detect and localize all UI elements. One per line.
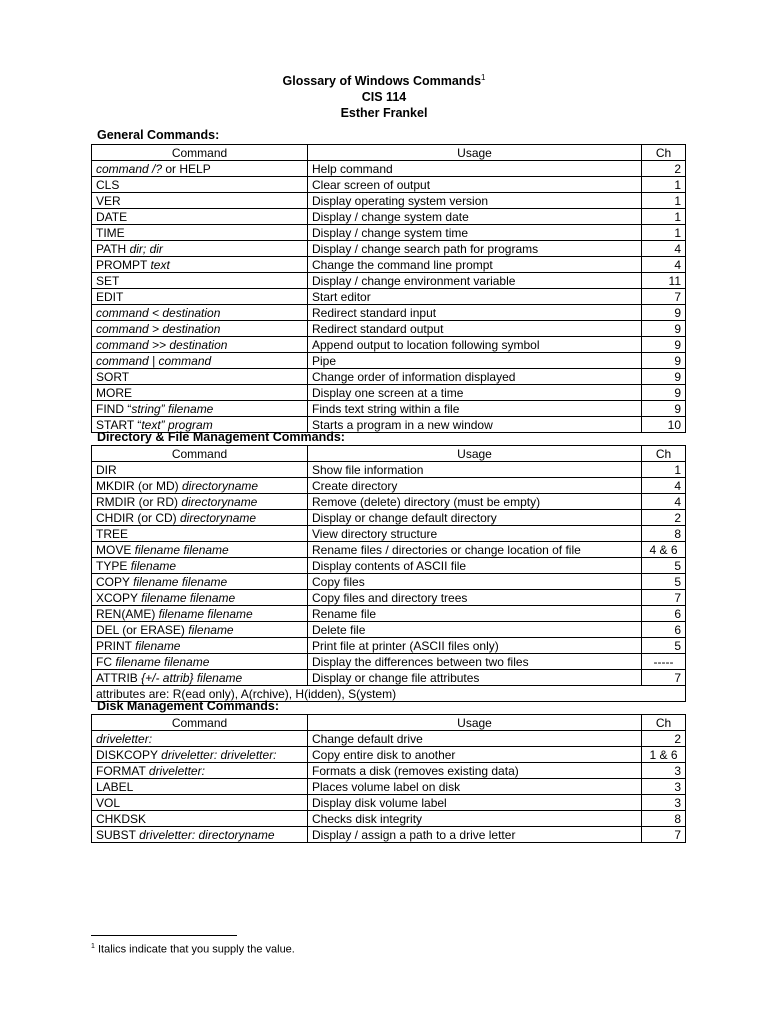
table-row [92,542,686,558]
chapter-cell: 9 [642,305,686,321]
table-row [92,638,686,654]
command-cell [92,606,308,622]
command-cell [92,321,308,337]
chapter-cell: 1 [642,209,686,225]
command-argument: filename [135,638,181,653]
usage-cell: Show file information [308,462,642,478]
disk-commands-body [92,715,686,843]
command-cell [92,305,308,321]
command-cell [92,795,308,811]
directory-commands-table [91,445,686,702]
command-argument: directoryname [180,510,257,525]
column-header-command: Command [92,715,308,731]
command-keyword: REN(AME) [96,606,159,621]
table-header-row [92,145,686,161]
usage-cell: Append output to location following symbol [308,337,642,353]
chapter-cell: 9 [642,353,686,369]
usage-cell: Copy files [308,574,642,590]
command-keyword: MOVE [96,542,135,557]
column-header-command: Command [92,145,308,161]
table-row [92,337,686,353]
chapter-cell: 1 [642,225,686,241]
usage-cell: Formats a disk (removes existing data) [308,763,642,779]
table-row [92,241,686,257]
table-row [92,177,686,193]
chapter-cell: 4 [642,257,686,273]
usage-cell: Delete file [308,622,642,638]
command-argument: string” filename [131,401,214,416]
table-row [92,558,686,574]
command-argument: driveletter: directoryname [139,827,275,842]
command-keyword: TYPE [96,558,131,573]
table-row [92,193,686,209]
chapter-cell: 3 [642,779,686,795]
table-row [92,827,686,843]
command-cell [92,574,308,590]
table-row [92,225,686,241]
command-keyword: SET [96,273,120,288]
command-argument: filename filename [134,542,229,557]
chapter-cell: 7 [642,827,686,843]
command-keyword: DISKCOPY [96,747,162,762]
chapter-cell: 7 [642,289,686,305]
command-argument: filename filename [115,654,210,669]
usage-cell: Pipe [308,353,642,369]
chapter-cell: 7 [642,590,686,606]
command-argument: driveletter: [148,763,205,778]
command-cell [92,494,308,510]
command-cell [92,811,308,827]
command-cell [92,273,308,289]
command-argument: driveletter: [96,731,153,746]
section-title-general: General Commands: [97,128,220,142]
command-cell [92,558,308,574]
table-row [92,763,686,779]
command-argument: text” program [141,417,213,432]
table-row [92,353,686,369]
footnote-divider [91,935,237,936]
command-argument: filename filename [141,590,236,605]
command-keyword: TREE [96,526,129,541]
command-keyword: DATE [96,209,128,224]
chapter-cell: 5 [642,638,686,654]
table-row [92,478,686,494]
command-cell [92,401,308,417]
chapter-cell: 6 [642,622,686,638]
author-name: Esther Frankel [340,106,428,121]
command-keyword: SUBST [96,827,140,842]
command-cell [92,337,308,353]
chapter-cell: 8 [642,811,686,827]
command-keyword: XCOPY [96,590,142,605]
attributes-note: attributes are: R(ead only), A(rchive), H(idden), S(ystem) [92,686,686,702]
table-row [92,161,686,177]
table-row [92,209,686,225]
chapter-cell: 1 [642,177,686,193]
usage-cell: Display contents of ASCII file [308,558,642,574]
usage-cell: Start editor [308,289,642,305]
command-keyword: FIND “ [96,401,132,416]
command-argument: filename filename [158,606,253,621]
table-row [92,401,686,417]
command-keyword: or HELP [162,161,211,176]
command-cell [92,827,308,843]
command-cell [92,478,308,494]
command-keyword: VOL [96,795,121,810]
usage-cell: Redirect standard output [308,321,642,337]
section-title-disk: Disk Management Commands: [97,699,279,713]
command-keyword: LABEL [96,779,134,794]
command-cell [92,542,308,558]
command-keyword: CHKDSK [96,811,147,826]
command-argument: filename [188,622,234,637]
command-cell [92,654,308,670]
command-cell [92,622,308,638]
table-row [92,385,686,401]
chapter-cell: 4 [642,241,686,257]
command-keyword: PRINT [96,638,136,653]
usage-cell: Redirect standard input [308,305,642,321]
chapter-cell: 9 [642,401,686,417]
command-keyword: RMDIR (or RD) [96,494,182,509]
command-keyword: CHDIR (or CD) [96,510,180,525]
usage-cell: Clear screen of output [308,177,642,193]
command-keyword: MORE [96,385,132,400]
chapter-cell: 1 & 6 [642,747,686,763]
command-cell [92,257,308,273]
chapter-cell: 4 [642,478,686,494]
command-cell [92,526,308,542]
command-keyword: PROMPT [96,257,151,272]
table-row [92,305,686,321]
command-argument: text [150,257,170,272]
usage-cell: Remove (delete) directory (must be empty) [308,494,642,510]
command-cell [92,193,308,209]
usage-cell: Checks disk integrity [308,811,642,827]
table-row [92,462,686,478]
usage-cell: Print file at printer (ASCII files only) [308,638,642,654]
chapter-cell: 1 [642,462,686,478]
usage-cell: Display or change file attributes [308,670,642,686]
table-row [92,622,686,638]
command-argument: filename [130,558,177,573]
table-header-row [92,446,686,462]
footnote-mark: 1 [91,943,95,950]
course-code: CIS 114 [361,90,407,105]
usage-cell: Display / change system time [308,225,642,241]
usage-cell: Change order of information displayed [308,369,642,385]
usage-cell: Rename file [308,606,642,622]
command-keyword: TIME [96,225,125,240]
chapter-cell: 1 [642,193,686,209]
chapter-cell: 9 [642,385,686,401]
command-argument: directoryname [182,478,259,493]
table-row [92,795,686,811]
general-commands-body [92,145,686,433]
command-cell [92,510,308,526]
table-row [92,369,686,385]
table-row [92,494,686,510]
footnote [91,940,295,957]
command-keyword: COPY [96,574,134,589]
usage-cell: Display disk volume label [308,795,642,811]
command-cell [92,369,308,385]
usage-cell: Display one screen at a time [308,385,642,401]
document-title: Glossary of Windows Commands$^1$ [282,73,486,89]
command-keyword: START “ [96,417,142,432]
table-row [92,811,686,827]
usage-cell: Finds text string within a file [308,401,642,417]
usage-cell: Change default drive [308,731,642,747]
command-keyword: PATH [96,241,130,256]
command-cell [92,638,308,654]
command-cell [92,241,308,257]
command-cell [92,747,308,763]
usage-cell: Display the differences between two files [308,654,642,670]
usage-cell: Display / change system date [308,209,642,225]
column-header-command: Command [92,446,308,462]
command-argument: driveletter: driveletter: [161,747,277,762]
usage-cell: Help command [308,161,642,177]
chapter-cell: 2 [642,731,686,747]
command-keyword: EDIT [96,289,124,304]
chapter-cell: ----- [642,654,686,670]
command-cell [92,289,308,305]
table-row [92,731,686,747]
command-argument: directoryname [181,494,258,509]
command-argument: {+/- attrib} filename [141,670,243,685]
table-row [92,606,686,622]
chapter-cell: 7 [642,670,686,686]
command-keyword: SORT [96,369,130,384]
footnote-reference: 1 [481,73,486,82]
chapter-cell: 2 [642,510,686,526]
table-row [92,574,686,590]
column-header-ch: Ch [642,145,686,161]
table-row [92,779,686,795]
command-argument: command /? [96,161,163,176]
table-row [92,321,686,337]
chapter-cell: 5 [642,558,686,574]
chapter-cell: 11 [642,273,686,289]
usage-cell: Display / change environment variable [308,273,642,289]
table-row [92,670,686,686]
usage-cell: Places volume label on disk [308,779,642,795]
command-keyword: CLS [96,177,120,192]
command-keyword: VER [96,193,121,208]
command-cell [92,462,308,478]
usage-cell: View directory structure [308,526,642,542]
usage-cell: Starts a program in a new window [308,417,642,433]
usage-cell: Copy files and directory trees [308,590,642,606]
usage-cell: Display operating system version [308,193,642,209]
command-keyword: MKDIR (or MD) [96,478,182,493]
chapter-cell: 9 [642,337,686,353]
usage-cell: Rename files / directories or change location of file [308,542,642,558]
column-header-usage: Usage [308,145,642,161]
command-cell [92,590,308,606]
column-header-ch: Ch [642,715,686,731]
chapter-cell: 4 [642,494,686,510]
column-header-usage: Usage [308,715,642,731]
command-cell [92,779,308,795]
usage-cell: Change the command line prompt [308,257,642,273]
directory-commands-body [92,446,686,686]
command-cell [92,209,308,225]
command-argument: dir; dir [129,241,163,256]
chapter-cell: 2 [642,161,686,177]
command-cell [92,161,308,177]
chapter-cell: 8 [642,526,686,542]
command-cell [92,177,308,193]
chapter-cell: 10 [642,417,686,433]
table-row [92,654,686,670]
chapter-cell: 9 [642,369,686,385]
command-keyword: FC [96,654,116,669]
command-argument: filename filename [133,574,228,589]
command-cell [92,670,308,686]
footnote-text: Italics indicate that you supply the value. [94,943,295,956]
command-keyword: DIR [96,462,117,477]
chapter-cell: 3 [642,795,686,811]
table-row [92,510,686,526]
command-keyword: DEL (or ERASE) [96,622,189,637]
chapter-cell: 5 [642,574,686,590]
table-row [92,273,686,289]
chapter-cell: 3 [642,763,686,779]
table-row [92,526,686,542]
usage-cell: Display / assign a path to a drive letter [308,827,642,843]
chapter-cell: 4 & 6 [642,542,686,558]
chapter-cell: 9 [642,321,686,337]
usage-cell: Display or change default directory [308,510,642,526]
command-argument: command < destination [96,305,221,320]
command-argument: command >> destination [96,337,228,352]
command-argument: command | command [96,353,212,368]
command-cell [92,225,308,241]
usage-cell: Copy entire disk to another [308,747,642,763]
usage-cell: Display / change search path for programs [308,241,642,257]
command-keyword: FORMAT [96,763,149,778]
command-cell [92,731,308,747]
disk-commands-table [91,714,686,843]
column-header-usage: Usage [308,446,642,462]
table-row [92,747,686,763]
command-keyword: ATTRIB [96,670,142,685]
command-cell [92,353,308,369]
command-cell [92,385,308,401]
command-cell [92,763,308,779]
table-header-row [92,715,686,731]
command-argument: command > destination [96,321,221,336]
column-header-ch: Ch [642,446,686,462]
table-row [92,590,686,606]
section-title-directory: Directory & File Management Commands: [97,430,345,444]
general-commands-table [91,144,686,433]
page-header [0,70,768,121]
usage-cell: Create directory [308,478,642,494]
table-row [92,289,686,305]
table-row [92,257,686,273]
chapter-cell: 6 [642,606,686,622]
